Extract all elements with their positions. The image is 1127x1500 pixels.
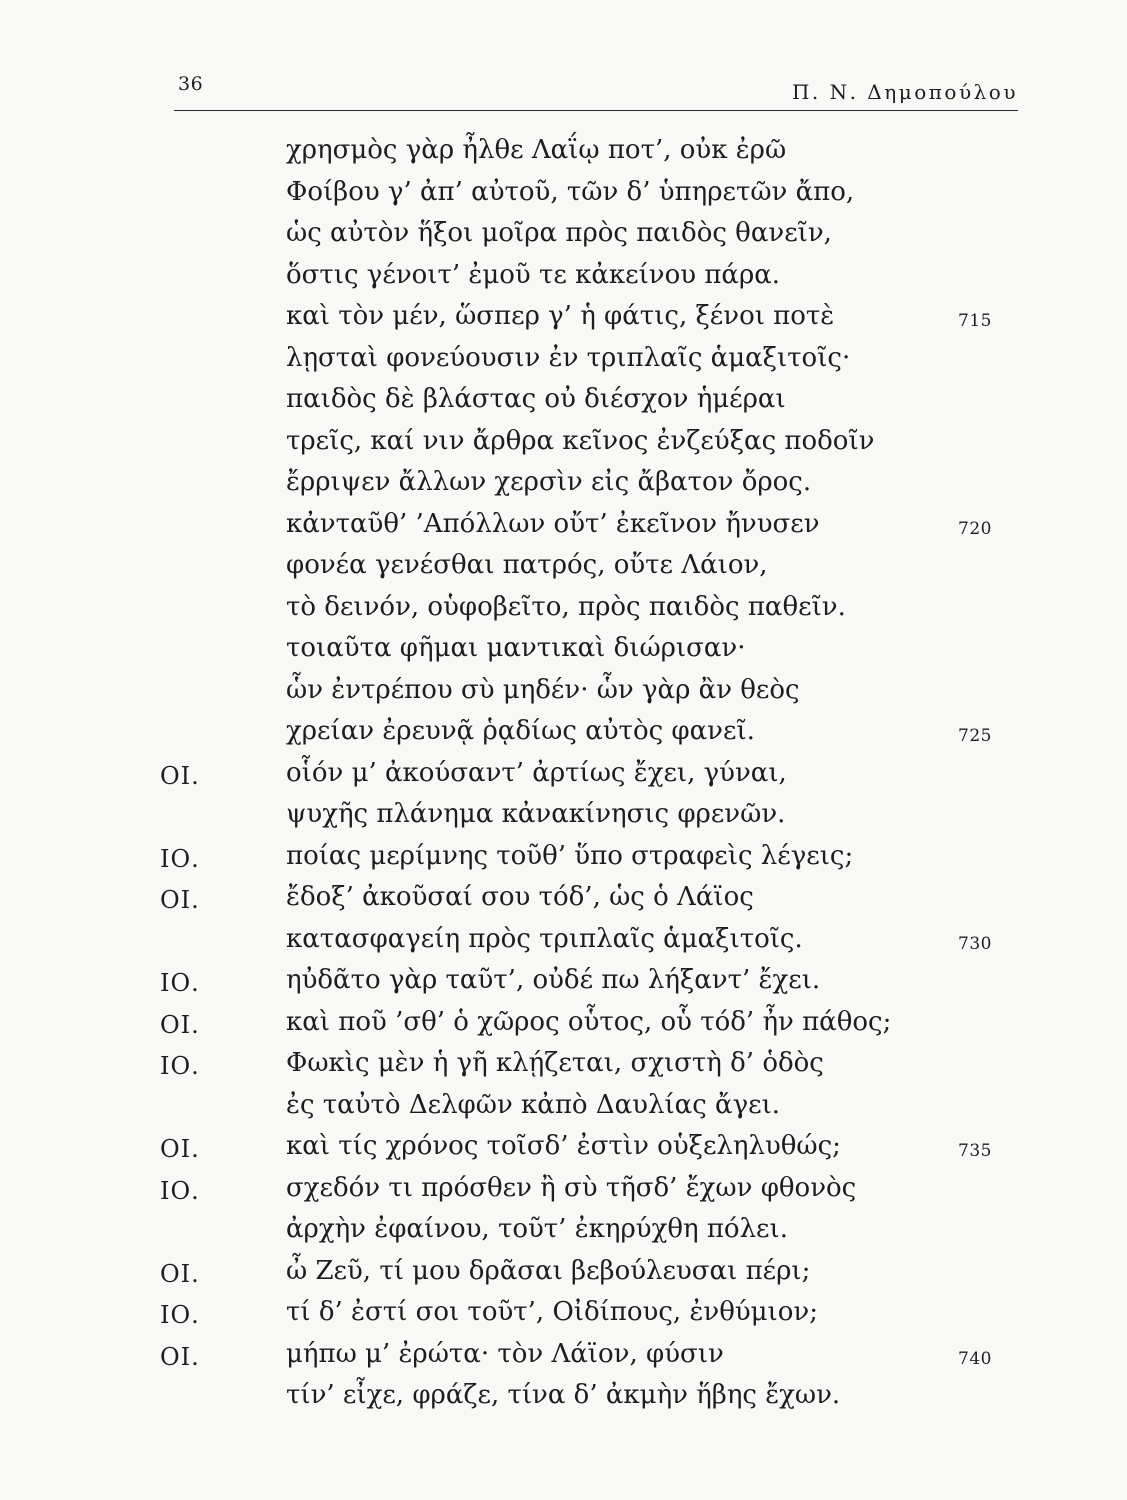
verse-block [0, 133, 1127, 1420]
speaker-label: ΙΟ. [160, 1176, 200, 1205]
speaker-label: ΙΟ. [160, 969, 200, 997]
page-header [0, 0, 1127, 120]
verse-text: Φωκὶς μὲν ἡ γῆ κλῄζεται, σχιστὴ δ’ ὁδὸς [286, 1048, 824, 1078]
verse-line [0, 133, 1127, 175]
speaker-label: ΟΙ. [160, 761, 200, 790]
verse-line [0, 1046, 1127, 1088]
speaker-label: ΟΙ. [160, 1135, 200, 1163]
verse-text: καὶ ποῦ ’σθ’ ὁ χῶρος οὗτος, οὗ τόδ’ ἦν πάθος; [286, 1006, 892, 1037]
speaker-label: ΙΟ. [160, 1301, 200, 1329]
verse-line [0, 424, 1127, 466]
verse-text: Φοίβου γ’ ἀπ’ αὐτοῦ, τῶν δ’ ὑπηρετῶν ἄπο, [286, 176, 855, 207]
verse-text: καὶ τίς χρόνος τοῖσδ’ ἐστὶν οὑξεληλυθώς; [286, 1131, 841, 1161]
verse-text: μήπω μ’ ἐρώτα· τὸν Λάϊον, φύσιν [286, 1338, 724, 1369]
verse-text: τίν’ εἶχε, φράζε, τίνα δ’ ἀκμὴν ἥβης ἔχων. [286, 1380, 841, 1410]
verse-line [0, 1254, 1127, 1296]
speaker-label: ΟΙ. [160, 886, 200, 914]
verse-line [0, 1337, 1127, 1379]
speaker-label: ΟΙ. [160, 1259, 200, 1288]
verse-line [0, 714, 1127, 756]
verse-text: ὧν ἐντρέπου σὺ μηδέν· ὧν γὰρ ἂν θεὸς [286, 674, 800, 705]
running-head: Π. Ν. Δημοπούλου [791, 80, 1018, 104]
speaker-label: ΙΟ. [160, 844, 200, 873]
page-number: 36 [178, 73, 204, 95]
verse-text: ἔρριψεν ἄλλων χερσὶν εἰς ἄβατον ὄρος. [286, 467, 812, 497]
line-number: 715 [958, 311, 992, 331]
verse-line [0, 175, 1127, 217]
verse-text: ψυχῆς πλάνημα κἀνακίνησις φρενῶν. [286, 799, 786, 829]
verse-text: ἐς ταὐτὸ Δελφῶν κἀπὸ Δαυλίας ἄγει. [286, 1089, 781, 1120]
verse-text: ἔδοξ’ ἀκοῦσαί σου τόδ’, ὡς ὁ Λάϊος [286, 882, 754, 912]
verse-text: καὶ τὸν μέν, ὥσπερ γ’ ἡ φάτις, ξένοι ποτὲ [286, 301, 835, 331]
verse-line [0, 1005, 1127, 1047]
verse-text: παιδὸς δὲ βλάστας οὐ διέσχον ἡμέραι [286, 384, 786, 414]
verse-text: σχεδόν τι πρόσθεν ἢ σὺ τῆσδ’ ἔχων φθονὸς [286, 1172, 857, 1203]
verse-line [0, 299, 1127, 341]
verse-line [0, 507, 1127, 549]
header-rule [174, 110, 1018, 111]
verse-line [0, 216, 1127, 258]
verse-text: τί δ’ ἐστί σοι τοῦτ’, Οἰδίπους, ἐνθύμιον; [286, 1297, 818, 1327]
verse-line [0, 797, 1127, 839]
speaker-label: ΟΙ. [160, 1342, 200, 1371]
verse-line [0, 1129, 1127, 1171]
verse-line [0, 756, 1127, 798]
verse-line [0, 382, 1127, 424]
verse-line [0, 839, 1127, 881]
line-number: 740 [958, 1348, 992, 1369]
verse-text: κἀνταῦθ’ ’Απόλλων οὔτ’ ἐκεῖνον ἤνυσεν [286, 508, 820, 539]
verse-text: τρεῖς, καί νιν ἄρθρα κεῖνος ἐνζεύξας ποδοῖν [286, 425, 875, 456]
verse-text: ἀρχὴν ἐφαίνου, τοῦτ’ ἐκηρύχθη πόλει. [286, 1214, 788, 1244]
verse-text: ὦ Ζεῦ, τί μου δρᾶσαι βεβούλευσαι πέρι; [286, 1255, 811, 1286]
verse-line [0, 1088, 1127, 1130]
verse-text: ὅστις γένοιτ’ ἐμοῦ τε κἀκείνου πάρα. [286, 259, 781, 290]
verse-line [0, 1295, 1127, 1337]
line-number: 720 [958, 518, 992, 539]
verse-line [0, 963, 1127, 1005]
verse-line [0, 880, 1127, 922]
verse-line [0, 548, 1127, 590]
verse-line [0, 1378, 1127, 1420]
verse-text: χρείαν ἐρευνᾷ ῥᾳδίως αὐτὸς φανεῖ. [286, 716, 755, 746]
line-number: 725 [958, 726, 992, 746]
verse-text: οἷόν μ’ ἀκούσαντ’ ἀρτίως ἔχει, γύναι, [286, 757, 787, 788]
verse-text: ὡς αὐτὸν ἥξοι μοῖρα πρὸς παιδὸς θανεῖν, [286, 218, 832, 248]
verse-text: τοιαῦτα φῆμαι μαντικαὶ διώρισαν· [286, 633, 746, 663]
verse-text: τὸ δεινόν, οὑφοβεῖτο, πρὸς παιδὸς παθεῖν. [286, 591, 846, 622]
verse-line [0, 1171, 1127, 1213]
verse-line [0, 631, 1127, 673]
verse-text: χρησμὸς γὰρ ἦλθε Λαΐῳ ποτ’, οὐκ ἐρῶ [286, 135, 787, 165]
verse-line [0, 590, 1127, 632]
line-number: 735 [958, 1141, 992, 1161]
verse-line [0, 673, 1127, 715]
verse-line [0, 1212, 1127, 1254]
verse-line [0, 341, 1127, 383]
speaker-label: ΙΟ. [160, 1052, 200, 1080]
verse-line [0, 922, 1127, 964]
verse-text: ηὐδᾶτο γὰρ ταῦτ’, οὐδέ πω λήξαντ’ ἔχει. [286, 965, 821, 995]
verse-line [0, 258, 1127, 300]
verse-line [0, 465, 1127, 507]
verse-text: φονέα γενέσθαι πατρός, οὔτε Λάιον, [286, 550, 768, 580]
verse-text: ποίας μερίμνης τοῦθ’ ὕπο στραφεὶς λέγεις; [286, 840, 854, 871]
speaker-label: ΟΙ. [160, 1010, 200, 1039]
line-number: 730 [958, 933, 992, 954]
verse-text: λῃσταὶ φονεύουσιν ἐν τριπλαῖς ἁμαξιτοῖς· [286, 342, 851, 373]
verse-text: κατασφαγείη πρὸς τριπλαῖς ἁμαξιτοῖς. [286, 923, 803, 954]
